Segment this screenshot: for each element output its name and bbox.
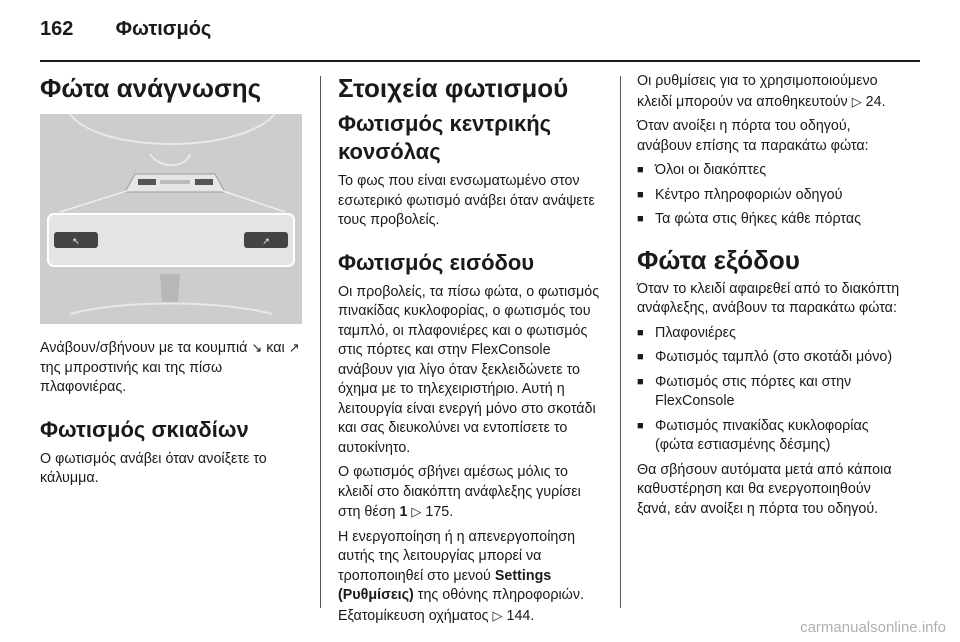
rear-reading-light-icon: ↗: [288, 340, 300, 355]
list-item: ■ Κέντρο πληροφοριών οδηγού: [637, 186, 907, 206]
entry-lighting-heading: Φωτισμός εισόδου: [338, 249, 535, 275]
page-ref-arrow-icon: ▷: [411, 504, 422, 519]
reading-lights-heading: Φώτα ανάγνωσης: [40, 73, 262, 103]
list-item: ■ Τα φώτα στις θήκες κάθε πόρτας: [637, 210, 907, 230]
page-ref-arrow-icon: ▷: [851, 93, 862, 109]
reading-lights-caption: Ανάβουν/σβήνουν με τα κουμπιά ↘ και ↗ της μπροστινής και της πίσω πλαφονιέρας.: [40, 340, 300, 395]
page-ref-link[interactable]: 175.: [425, 504, 454, 520]
page-ref-arrow-icon: ▷: [492, 607, 503, 623]
exit-lighting-list: [637, 324, 907, 456]
svg-text:↖: ↖: [72, 237, 80, 247]
driver-door-text: Όταν ανοίξει η πόρτα του οδηγού, ανάβουν επίσης τα παρακάτω φώτα:: [637, 118, 869, 154]
page-ref-link[interactable]: 144.: [506, 607, 535, 624]
reading-light-drawing: [40, 114, 302, 324]
front-reading-light-icon: ↘: [251, 340, 263, 355]
entry-lighting-text: Οι προβολείς, τα πίσω φώτα, ο φωτισμός πινακίδας κυκλοφορίας, ο φωτισμός του ταμπλό, οι πλαφονιέρες και ο φωτισμός στις πόρτες και στην FlexConsole ανάβουν για λίγο όταν ξεκλειδώνετε το όχημα με το τηλεχειριστήριο. Αυτή η λειτουργία είναι ενεργή μόνο στο σκοτάδι και σας διευκολύνει να εντοπίσετε το αυτοκίνητο.: [338, 283, 600, 456]
column-1: [40, 72, 302, 494]
exit-lighting-text: Όταν το κλειδί αφαιρεθεί από το διακόπτη ανάφλεξης, ανάβουν τα παρακάτω φώτα:: [637, 280, 900, 316]
list-item: ■ Φωτισμός ταμπλό (στο σκοτάδι μόνο): [637, 348, 907, 368]
list-item: ■ Όλοι οι διακόπτες: [637, 161, 907, 181]
list-item: ■ Φωτισμός στις πόρτες και στην FlexConsole: [637, 373, 907, 412]
svg-text:↗: ↗: [262, 237, 270, 247]
column-3: [637, 72, 907, 524]
page-ref-link[interactable]: 24.: [865, 93, 886, 110]
list-item: ■ Φωτισμός πινακίδας κυκλοφορίας (φώτα εστιασμένης δέσμης): [637, 417, 907, 456]
entry-lighting-off-text: Ο φωτισμός σβήνει αμέσως μόλις το κλειδί στο διακόπτη ανάφλεξης γυρίσει στη θέση 1 ▷ 175.: [338, 464, 581, 520]
list-item: ■ Πλαφονιέρες: [637, 324, 907, 344]
section-title: Φωτισμός: [115, 18, 212, 40]
page-header: [40, 18, 211, 41]
sun-visor-text: Ο φωτισμός ανάβει όταν ανοίξετε το κάλυμμα.: [40, 450, 267, 486]
watermark: carmanualsonline.info: [800, 619, 946, 636]
key-settings-text: Οι ρυθμίσεις για το χρησιμοποιούμενο κλειδί μπορούν να αποθηκευτούν ▷ 24.: [637, 73, 886, 110]
exit-lighting-after-text: Θα σβήσουν αυτόματα μετά από κάποια καθυστέρηση και θα ενεργοποιηθούν ξανά, εάν ανοίξει η πόρτα του οδηγού.: [637, 461, 892, 517]
console-lighting-heading: Φωτισμός κεντρικής κονσόλας: [338, 111, 552, 164]
driver-door-list: [637, 161, 907, 230]
column-2: [338, 72, 606, 631]
lighting-features-heading: Στοιχεία φωτισμού: [338, 73, 569, 103]
sun-visor-heading: Φωτισμός σκιαδίων: [40, 416, 249, 442]
reading-light-illustration: [40, 114, 302, 324]
column-divider-2: [620, 76, 621, 608]
page-number: 162: [40, 18, 74, 40]
exit-lighting-heading: Φώτα εξόδου: [637, 244, 800, 275]
column-divider-1: [320, 76, 321, 608]
console-lighting-text: Το φως που είναι ενσωματωμένο στον εσωτερικό φωτισμό ανάβει όταν ανάψετε τους προβολείς.: [338, 173, 595, 228]
header-rule: [40, 60, 920, 62]
entry-lighting-menu-text: Η ενεργοποίηση ή η απενεργοποίηση αυτής της λειτουργίας μπορεί να τροποποιηθεί στο μενού Settings (Ρυθμίσεις) της οθόνης πληροφοριών. Εξατομίκευση οχήματος ▷ 144.: [338, 528, 584, 624]
